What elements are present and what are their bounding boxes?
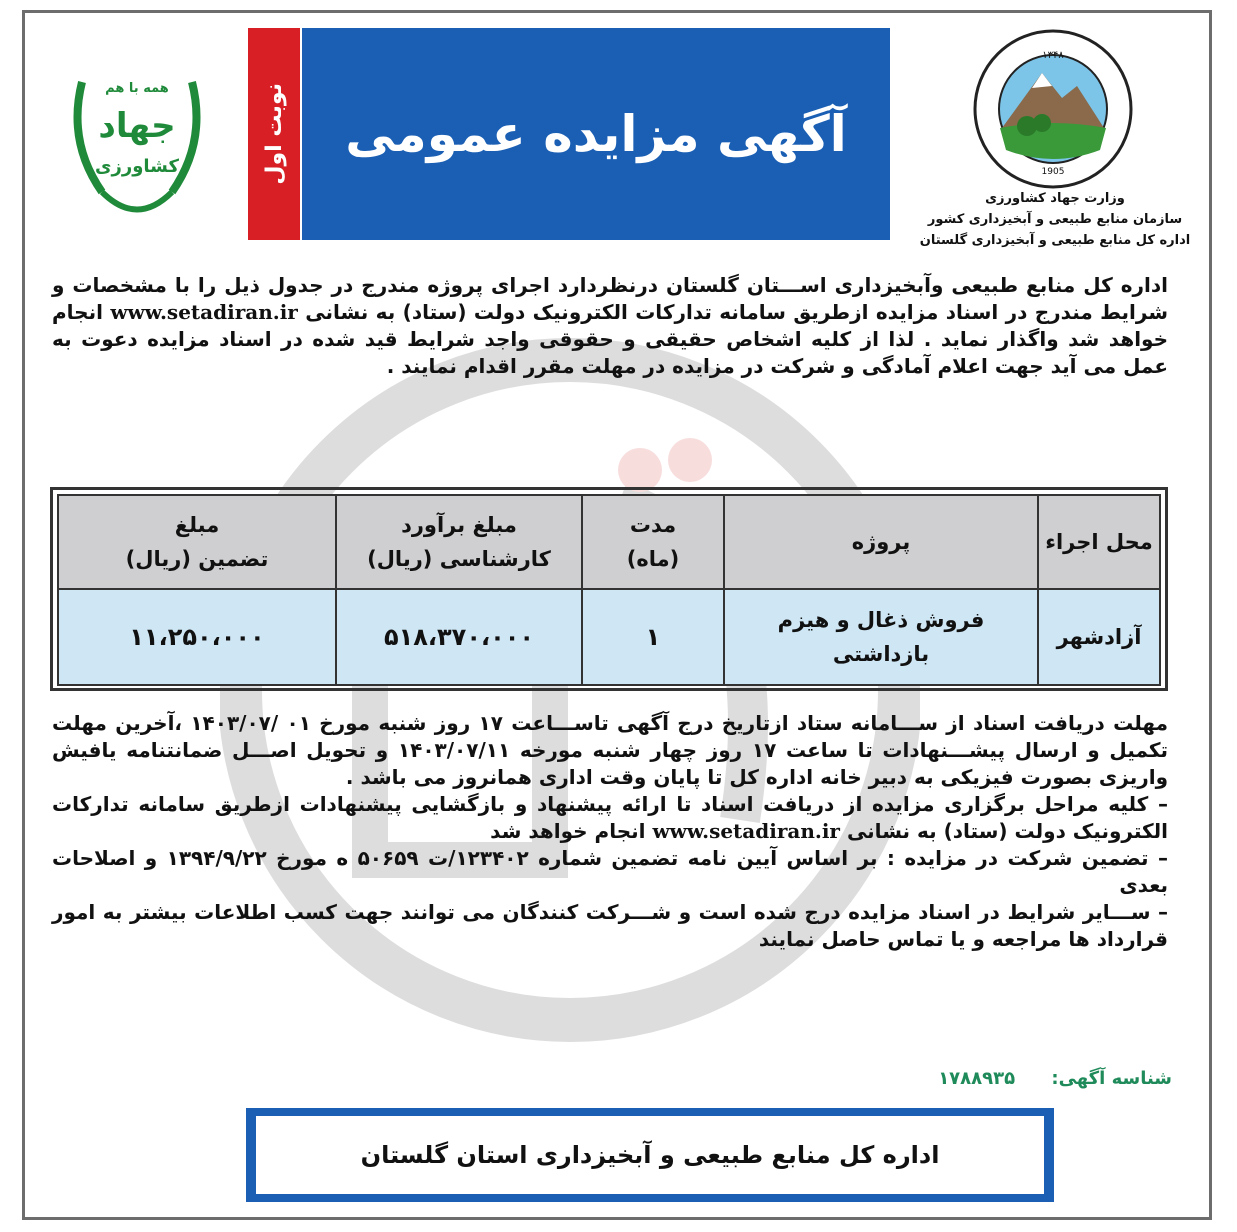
intro-text-2: انجام خواهد شد واگذار نماید . لذا از کلیه اشخاص حقیقی و حقوقی واجد شرایط قید شده در اسناد مزایده دعوت به عمل می آید جهت اعلام آمادگی و شرکت در مزایده در مهلت مقرر اقدام نمایند . [52, 300, 1168, 378]
org-line-directorate: اداره کل منابع طبیعی و آبخیزداری گلستان [919, 233, 1191, 248]
ad-code-value: ۱۷۸۸۹۳۵ [938, 1068, 1016, 1089]
intro-website: www.setadiran.ir [110, 300, 298, 324]
footer-banner [246, 1108, 1054, 1202]
condition-deadlines: مهلت دریافت اسناد از ســـامانه ستاد ازتاریخ درج آگهی تاســـاعت ۱۷ روز شنبه مورخ ۰۱ /۱۴۰۳/۰۷ ،آخرین مهلت تکمیل و ارسال پیشـــنهادات تا ساعت ۱۷ روز چهار شنبه مورخه ۱۴۰۳/۰۷/۱۱ و تحویل اصـــل ضمانتنامه یافیش واریزی بصورت فیزیکی به دبیر خانه اداره کل تا پایان وقت اداری همانروز می باشد . [52, 711, 1168, 789]
cell-estimate: ۵۱۸،۳۷۰،۰۰۰ [336, 589, 582, 685]
condition-process: – کلیه مراحل برگزاری مزایده از دریافت اسناد تا ارائه پیشنهاد و بازگشایی پیشنهادات ازطریق سامانه تدارکات الکترونیک دولت (ستاد) به نشانی www.setadiran.ir انجام خواهد شد [52, 792, 1168, 843]
cell-guarantee: ۱۱،۲۵۰،۰۰۰ [58, 589, 336, 685]
intro-paragraph [52, 272, 1168, 447]
org-line-organization: سازمان منابع طبیعی و آبخیزداری کشور [927, 212, 1183, 227]
ad-code-label: شناسه آگهی: [1051, 1068, 1172, 1089]
conditions-section [52, 710, 1168, 1060]
page-title: آگهی مزایده عمومی [345, 105, 847, 163]
organization-names [890, 188, 1220, 251]
jahad-logo-bottom: کشاورزی [95, 156, 179, 177]
table-header-row [58, 495, 1160, 589]
header-project: پروژه [724, 495, 1038, 589]
conditions-website: www.setadiran.ir [652, 819, 840, 843]
auction-table [50, 487, 1168, 691]
condition-other: – ســـایر شرایط در اسناد مزایده درج شده است و شـــرکت کنندگان می توانند جهت کسب اطلاعات بیشتر به امور قرارداد ها مراجعه و یا تماس حاصل نمایند [52, 900, 1168, 951]
forests-organization-logo [972, 28, 1134, 190]
condition-guarantee: – تضمین شرکت در مزایده : بر اساس آیین نامه تضمین شماره ۱۲۳۴۰۲/ت ۵۰۶۵۹ ه مورخ ۱۳۹۴/۹/۲۲ و اصلاحات بعدی [52, 846, 1168, 897]
table-row [58, 589, 1160, 685]
org-line-ministry: وزارت جهاد کشاورزی [985, 191, 1125, 206]
intro-text-1: اداره کل منابع طبیعی وآبخیزداری اســـتان گلستان درنظردارد اجرای پروژه مندرج در جدول ذیل را با مشخصات و شرایط مندرج در اسناد مزایده ازطریق سامانه تدارکات الکترونیک دولت (ستاد) به نشانی [52, 273, 1169, 324]
org-logo-year-en: 1905 [1041, 167, 1065, 177]
jahad-keshavarzi-logo [62, 42, 212, 227]
cell-duration: ۱ [582, 589, 724, 685]
cell-location: آزادشهر [1038, 589, 1160, 685]
header-location: محل اجراء [1038, 495, 1160, 589]
title-banner [302, 28, 890, 240]
jahad-logo-top: همه با هم [105, 81, 169, 96]
jahad-logo-main: جهاد [98, 106, 176, 146]
header-estimate: مبلغ برآورد کارشناسی (ریال) [336, 495, 582, 589]
header-guarantee: مبلغ تضمین (ریال) [58, 495, 336, 589]
ad-code [900, 1068, 1172, 1094]
round-label: نوبت اول [261, 83, 287, 185]
round-badge [248, 28, 300, 240]
header-duration: مدت (ماه) [582, 495, 724, 589]
org-logo-year-fa: ۱۳۴۸ [1042, 50, 1064, 61]
footer-text: اداره کل منابع طبیعی و آبخیزداری استان گلستان [256, 1116, 1044, 1194]
cell-project: فروش ذغال و هیزم بازداشتی [724, 589, 1038, 685]
